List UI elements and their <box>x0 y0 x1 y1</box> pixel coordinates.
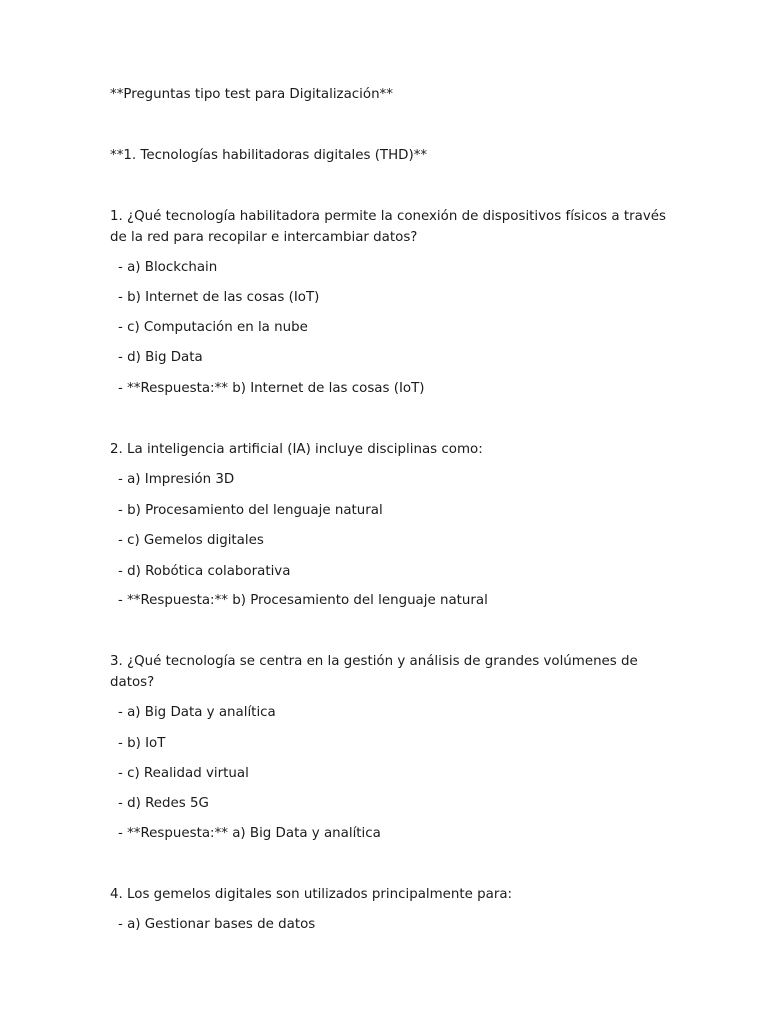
question-2-option-a: - a) Impresión 3D <box>118 472 235 487</box>
question-2-option-c: - c) Gemelos digitales <box>118 533 264 548</box>
question-1-option-a: - a) Blockchain <box>118 260 218 275</box>
question-3-text: 3. ¿Qué tecnología se centra en la gestión y análisis de grandes volúmenes de datos? <box>110 654 638 690</box>
question-2-text: 2. La inteligencia artificial (IA) incluye disciplinas como: <box>110 442 483 457</box>
question-2-answer: - **Respuesta:** b) Procesamiento del lenguaje natural <box>118 593 488 608</box>
question-4-option-a: - a) Gestionar bases de datos <box>118 917 316 932</box>
question-1-option-b: - b) Internet de las cosas (IoT) <box>118 290 320 305</box>
question-1-option-d: - d) Big Data <box>118 350 203 365</box>
question-4-text: 4. Los gemelos digitales son utilizados principalmente para: <box>110 887 513 902</box>
question-1-option-c: - c) Computación en la nube <box>118 320 308 335</box>
section-heading: **1. Tecnologías habilitadoras digitales (THD)** <box>110 148 428 163</box>
document-title: **Preguntas tipo test para Digitalización** <box>110 87 393 102</box>
question-3-option-d: - d) Redes 5G <box>118 796 209 811</box>
question-3-option-c: - c) Realidad virtual <box>118 766 249 781</box>
question-3-answer: - **Respuesta:** a) Big Data y analítica <box>118 826 381 841</box>
question-2-option-b: - b) Procesamiento del lenguaje natural <box>118 503 383 518</box>
question-3-option-a: - a) Big Data y analítica <box>118 705 276 720</box>
question-1-text: 1. ¿Qué tecnología habilitadora permite la conexión de dispositivos físicos a través de la red para recopilar e intercambiar datos? <box>110 209 666 245</box>
question-2-option-d: - d) Robótica colaborativa <box>118 564 291 579</box>
question-1-answer: - **Respuesta:** b) Internet de las cosas (IoT) <box>118 381 425 396</box>
question-3-option-b: - b) IoT <box>118 736 166 751</box>
